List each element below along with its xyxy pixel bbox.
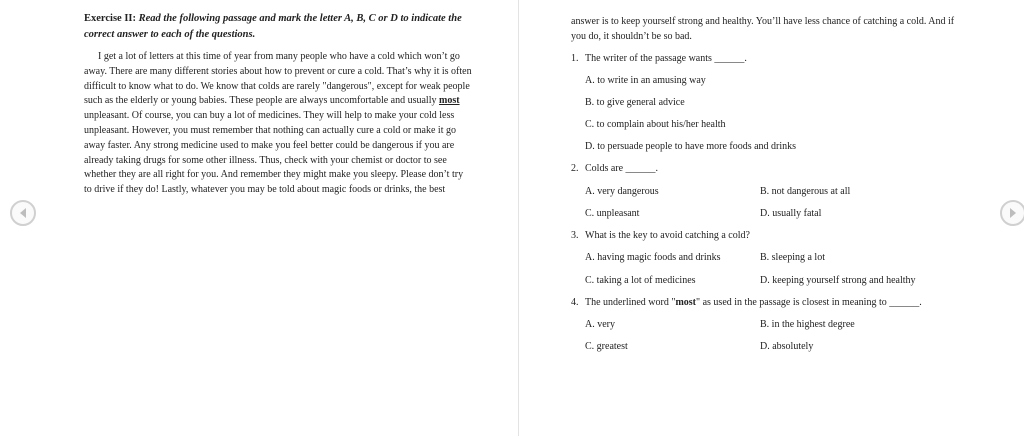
passage-line: answer is to keep yourself strong and healthy. You’ll have less chance of catching a cold. And if	[571, 16, 955, 27]
exercise-instruction-2: correct answer to each of the questions.	[84, 29, 256, 40]
next-page-button[interactable]	[1000, 200, 1024, 226]
question-number: 1.	[571, 53, 579, 64]
q2-option-b[interactable]: B. not dangerous at all	[760, 186, 851, 197]
q3-option-b[interactable]: B. sleeping a lot	[760, 252, 825, 263]
passage-line	[84, 94, 460, 109]
question-number: 3.	[571, 230, 579, 241]
question-number: 2.	[571, 163, 579, 174]
q1-option-c[interactable]: C. to complain about his/her health	[585, 119, 726, 130]
passage-line: away faster. Any strong medicine used to make you feel better could be dangerous if you are	[84, 139, 455, 151]
q2-option-a[interactable]: A. very dangerous	[585, 186, 659, 197]
previous-page-button[interactable]	[10, 200, 36, 226]
underlined-word: most	[438, 95, 460, 107]
passage-line: already taking drugs for some other illness. Thus, check with your chemist or doctor to see	[84, 154, 447, 166]
chevron-right-icon	[1008, 207, 1018, 219]
question-4	[571, 297, 922, 308]
question-text: What is the key to avoid catching a cold?	[585, 230, 750, 241]
passage-text: such as the elderly or young babies. These people are always uncomfortable and usually	[84, 95, 437, 107]
question-text-bold: most	[675, 297, 697, 308]
q2-option-c[interactable]: C. unpleasant	[585, 208, 640, 219]
question-2	[571, 163, 658, 174]
question-text: The writer of the passage wants ______.	[585, 53, 747, 64]
passage-line: unpleasant. However, you must remember that nothing can actually cure a cold or make it go	[84, 124, 456, 136]
q1-option-a[interactable]: A. to write in an amusing way	[585, 75, 706, 86]
exercise-heading	[84, 11, 464, 43]
chevron-left-icon	[18, 207, 28, 219]
question-number: 4.	[571, 297, 579, 308]
question-text-after: " as used in the passage is closest in meaning to ______.	[696, 297, 922, 308]
question-text-before: The underlined word "	[585, 297, 676, 308]
passage-line: away. There are many different stories about how to prevent or cure a cold. That’s why it is often	[84, 65, 472, 77]
passage-line: unpleasant. Of course, you can buy a lot of medicines. They will help to make your cold less	[84, 110, 455, 122]
question-1	[571, 53, 747, 64]
q4-option-c[interactable]: C. greatest	[585, 341, 628, 352]
exercise-instruction-1: Read the following passage and mark the letter A, B, C or D to indicate the	[138, 13, 462, 24]
passage-continuation	[571, 14, 961, 44]
reading-passage	[84, 50, 472, 198]
q2-option-d[interactable]: D. usually fatal	[760, 208, 822, 219]
q1-option-b[interactable]: B. to give general advice	[585, 97, 685, 108]
passage-line: difficult to know what to do. We know that colds are rarely "dangerous", except for weak people	[84, 80, 470, 92]
passage-line: you do, it shouldn’t be so bad.	[571, 31, 692, 42]
passage-line: I get a lot of letters at this time of year from many people who have a cold which won’t go	[98, 51, 460, 62]
q4-option-a[interactable]: A. very	[585, 319, 615, 330]
question-3	[571, 230, 750, 241]
q4-option-d[interactable]: D. absolutely	[760, 341, 814, 352]
q1-option-d[interactable]: D. to persuade people to have more foods and drinks	[585, 141, 797, 152]
passage-line: whether they are all right for you. And remember they might make you sleepy. Please don’t try	[84, 169, 464, 181]
exercise-label: Exercise II:	[84, 13, 137, 24]
q3-option-d[interactable]: D. keeping yourself strong and healthy	[760, 275, 916, 286]
q4-option-b[interactable]: B. in the highest degree	[760, 319, 855, 330]
q3-option-c[interactable]: C. taking a lot of medicines	[585, 275, 696, 286]
question-text: Colds are ______.	[585, 163, 659, 174]
passage-line: to drive if they do! Lastly, whatever you may be told about magic foods or drinks, the best	[84, 184, 446, 196]
q3-option-a[interactable]: A. having magic foods and drinks	[585, 252, 721, 263]
